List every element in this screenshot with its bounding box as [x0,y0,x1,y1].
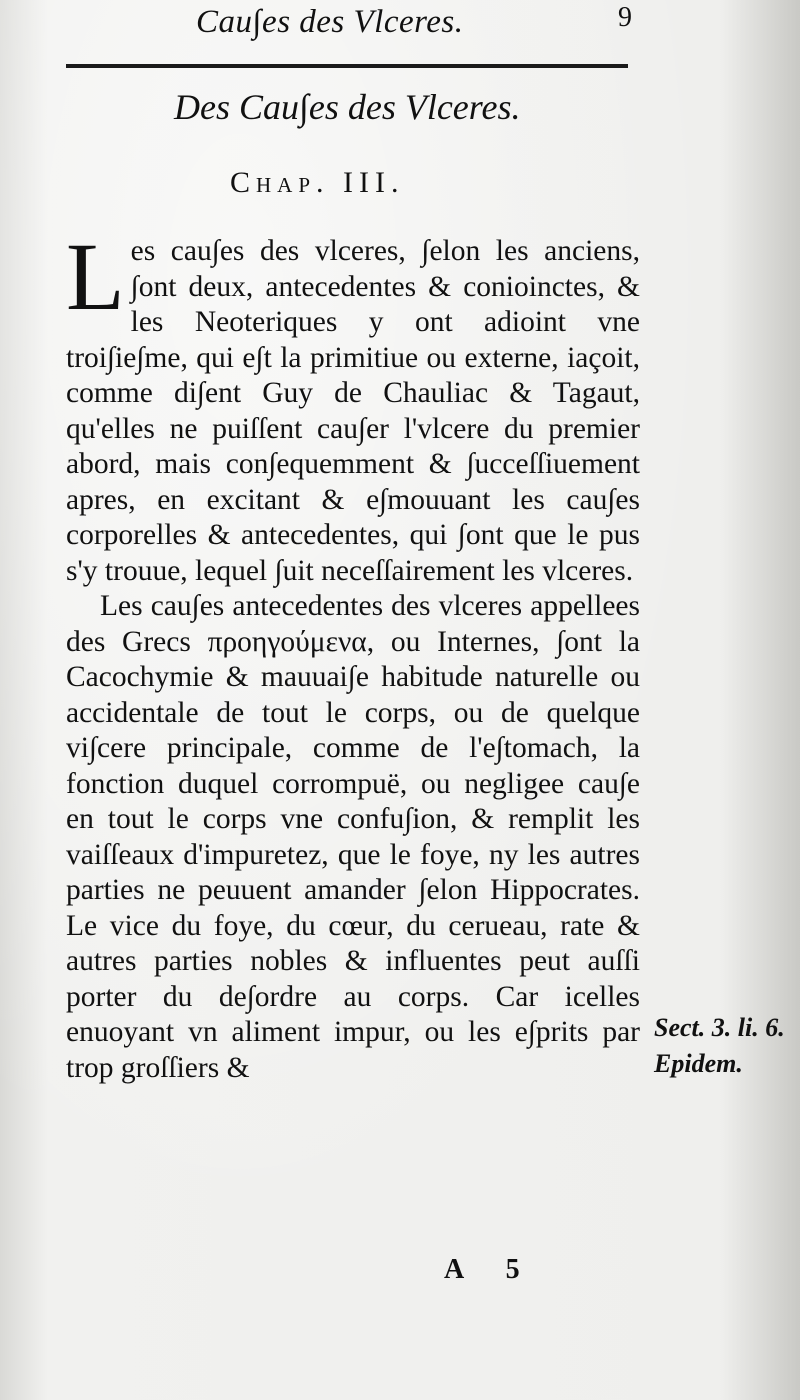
paragraph-2: Les cau∫es antecedentes des vlceres appellees des Grecs προηγούμενα, ou Internes, ∫ont la Cacochymie & mauuai∫e habitude naturelle ou accidentale de tout le corps, ou de quelque vi∫cere principale, comme de l'e∫tomach, la fonction duquel corrompuë, ou negligee cau∫e en tout le corps vne confu∫ion, & remplit les vaiſſeaux d'impuretez, que le foye, ny les autres parties ne peuuent amander ∫elon Hippocrates. Le vice du foye, du cœur, du cerueau, rate & autres parties nobles & influentes peut auſſi porter du de∫ordre au corps. Car icelles enuoyant vn aliment impur, ou les e∫prits par trop groſſiers & [66,590,640,1084]
section-title: Des Cau∫es des Vlceres. [174,87,521,127]
header-rule [66,64,628,68]
paragraph-1: Les cau∫es des vlceres, ∫elon les anciens, ∫ont deux, antecedentes & conioinctes, & les Neoteriques y ont adioint vne troi∫ie∫me, qui e∫t la primitiue ou externe, iaçoit, comme di∫ent Guy de Chauliac & Tagaut, qu'elles ne puiſſent cau∫er l'vlcere du premier abord, mais con∫equemment & ∫ucceſſiuement apres, en excitant & e∫mouuant les cau∫es corporelles & antecedentes, qui ∫ont que le pus s'y trouue, lequel ∫uit neceſſairement les vlceres. [66,223,640,587]
signature-mark: A 5 [444,1254,538,1285]
chapter-heading: Chap. III. [230,166,405,199]
marginal-note: Sect. 3. li. 6. Epidem. [654,1013,785,1078]
running-head: Cau∫es des Vlceres. [196,4,464,40]
body-text [66,223,640,1086]
page-number: 9 [618,2,632,33]
